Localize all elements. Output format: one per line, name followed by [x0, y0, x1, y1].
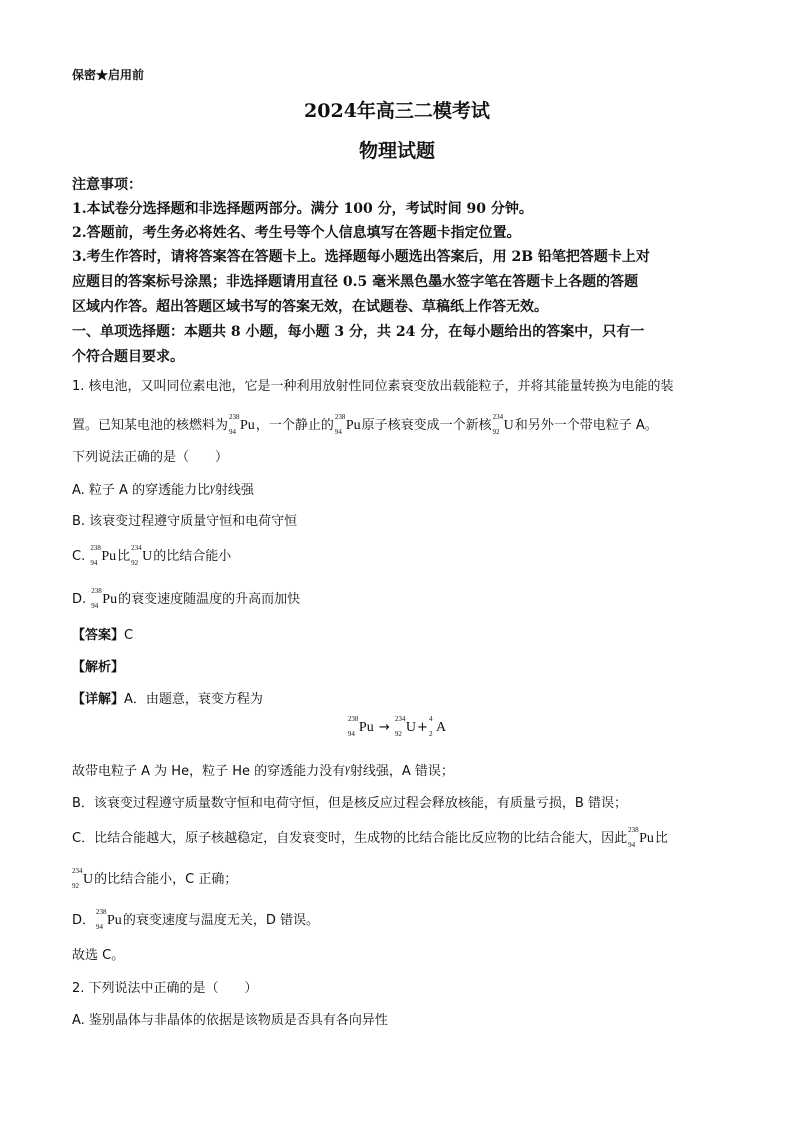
- q1-option-b: B. 该衰变过程遵守质量守恒和电荷守恒: [72, 514, 298, 529]
- exam-title: 2024年高三二模考试: [304, 100, 490, 122]
- decay-equation: [0, 715, 794, 738]
- nuclide-pu: 238 94 Pu: [96, 908, 122, 931]
- q1-option-c: C. 238 94 Pu比 234 92 U的比结合能小: [72, 544, 232, 567]
- nuclide-pu: 238 94 Pu: [334, 413, 361, 436]
- q1-option-d: D. 238 94 Pu的衰变速度随温度的升高而加快: [72, 587, 301, 610]
- explanation-d: D． 238 94 Pu的衰变速度与温度无关，D 错误。: [72, 908, 319, 931]
- nuclide-pu: 238 94 Pu: [347, 715, 374, 738]
- q2-option-a: A. 鉴别晶体与非晶体的依据是该物质是否具有各向异性: [72, 1013, 388, 1028]
- plus-sign: +: [417, 720, 428, 735]
- nuclide-pu: 238 94 Pu: [91, 587, 118, 610]
- detail-tag: 【详解】: [72, 692, 125, 707]
- section-1-heading-line-2: 个符合题目要求。: [72, 349, 184, 365]
- analysis-tag: 【解析】: [72, 660, 125, 675]
- notes-item-3-line-3: 区域内作答。超出答题区域书写的答案无效，在试题卷、草稿纸上作答无效。: [72, 299, 548, 315]
- answer-line: [72, 624, 133, 643]
- q2-stem: 2. 下列说法中正确的是（ ）: [72, 981, 258, 996]
- nuclide-u: 234 92 U: [492, 413, 514, 436]
- q1-stem-line-1: 1. 核电池，又叫同位素电池，它是一种利用放射性同位素衰变放出载能粒子，并将其能量转换为电能的装: [72, 379, 674, 394]
- gamma-symbol: γ: [210, 480, 215, 494]
- answer-tag: 【答案】: [72, 628, 125, 643]
- explanation-c-line-1: C．比结合能越大，原子核越稳定，自发衰变时，生成物的比结合能比反应物的比结合能大，因此 238 94 Pu比: [72, 826, 668, 849]
- nuclide-u: 234 92 U: [394, 715, 417, 738]
- notes-item-3-line-1: 3.考生作答时，请将答案答在答题卡上。选择题每小题选出答案后，用 2B 铅笔把答题卡上对: [72, 249, 650, 265]
- reaction-arrow: →: [378, 720, 390, 735]
- q1-stem-line-2: 置。已知某电池的核燃料为 238 94 Pu，一个静止的 238 94 Pu原子核衰变成一个新核 234 92 U和另外一个带电粒子 A。: [72, 413, 658, 436]
- section-1-heading-line-1: 一、单项选择题：本题共 8 小题，每小题 3 分，共 24 分，在每小题给出的答案中，只有一: [72, 324, 645, 340]
- gamma-symbol: γ: [345, 761, 350, 775]
- q1-stem-line-3: 下列说法正确的是（ ）: [72, 450, 229, 465]
- q1-option-a: A. 粒子 A 的穿透能力比γ射线强: [72, 480, 254, 498]
- conclusion: 故选 C。: [72, 948, 125, 963]
- exam-subtitle: 物理试题: [358, 140, 435, 162]
- nuclide-a: 4 2 A: [428, 715, 447, 738]
- explanation-a: 故带电粒子 A 为 He，粒子 He 的穿透能力没有γ射线强，A 错误；: [72, 761, 454, 779]
- answer-value: C: [124, 628, 134, 643]
- explanation-b: B．该衰变过程遵守质量数守恒和电荷守恒，但是核反应过程会释放核能，有质量亏损，B 错误；: [72, 796, 627, 811]
- notes-item-2: 2.答题前，考生务必将姓名、考生号等个人信息填写在答题卡指定位置。: [72, 225, 521, 241]
- notes-item-1: 1.本试卷分选择题和非选择题两部分。满分 100 分，考试时间 90 分钟。: [72, 201, 533, 217]
- detail-line: 【详解】A．由题意，衰变方程为: [72, 692, 263, 707]
- explanation-c-line-2: 234 92 U的比结合能小，C 正确；: [72, 867, 238, 890]
- nuclide-pu: 238 94 Pu: [229, 413, 255, 436]
- notes-heading: 注意事项：: [72, 177, 142, 193]
- nuclide-u: 234 92 U: [131, 544, 153, 567]
- nuclide-pu: 238 94 Pu: [628, 826, 654, 849]
- confidential-label: 保密★启用前: [72, 68, 145, 82]
- nuclide-u: 234 92 U: [72, 867, 94, 890]
- notes-item-3-line-2: 应题目的答案标号涂黑；非选择题请用直径 0.5 毫米黑色墨水签字笔在答题卡上各题的答题: [72, 274, 639, 290]
- nuclide-pu: 238 94 Pu: [90, 544, 117, 567]
